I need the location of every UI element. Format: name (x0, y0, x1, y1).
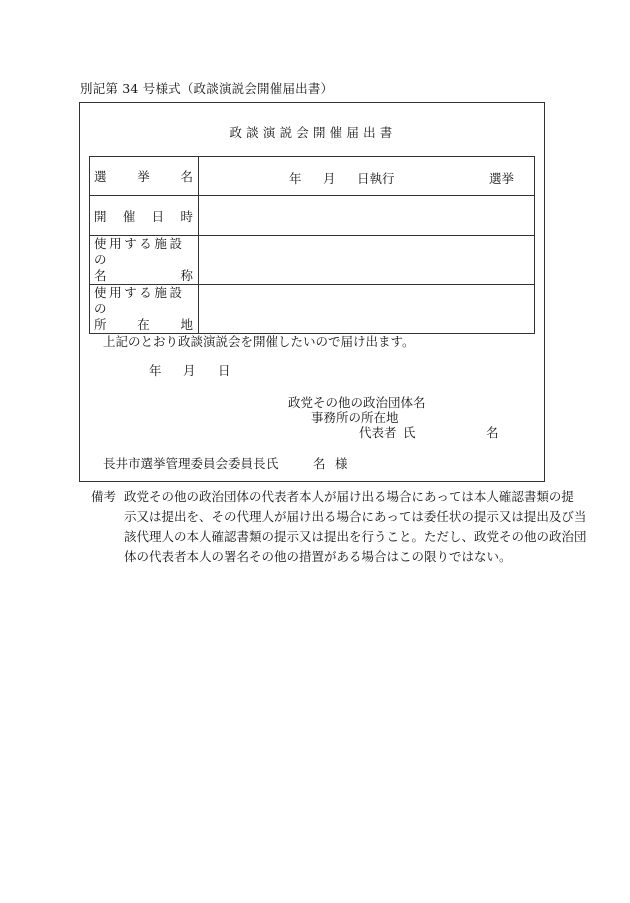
note-line-4: 体の代表者本人の署名その他の措置がある場合はこの限りではない。 (124, 549, 512, 564)
office-address-label: 事務所の所在地 (311, 410, 399, 425)
row-facility-name (90, 236, 535, 285)
election-day-exec: 日執行 (357, 171, 395, 186)
election-year: 年 (289, 171, 302, 186)
facility-name-label-line1: 使用する施設の (94, 236, 185, 267)
label-char: 時 (180, 208, 193, 224)
election-month: 月 (323, 171, 336, 186)
label-char: 開 (94, 208, 107, 224)
note-line-3: 該代理人の本人確認書類の提示又は提出を行うこと。ただし、政党その他の政治団 (124, 529, 587, 544)
form-title: 政談演説会開催届出書 (229, 125, 397, 140)
note-line-1: 政党その他の政治団体の代表者本人が届け出る場合にあっては本人確認書類の提 (124, 489, 574, 504)
date-year: 年 (149, 363, 162, 378)
label-char: 地 (180, 317, 193, 332)
label-char: 名 (180, 169, 193, 184)
facility-location-value-cell[interactable] (199, 285, 535, 334)
row-facility-location (90, 285, 535, 334)
facility-name-value-cell[interactable] (199, 236, 535, 285)
datetime-value-cell[interactable] (199, 196, 535, 236)
label-char: 挙 (137, 169, 150, 184)
note-line-2: 示又は提出を、その代理人が届け出る場合にあっては委任状の提示又は提出及び当 (124, 509, 587, 524)
form-table (89, 156, 535, 334)
label-char: 選 (94, 169, 107, 184)
note-head: 備考 (91, 489, 117, 504)
election-value-cell[interactable] (199, 157, 535, 196)
statement-text: 上記のとおり政談演説会を開催したいので届け出ます。 (103, 334, 415, 349)
date-day: 日 (218, 363, 231, 378)
date-month: 月 (183, 363, 196, 378)
facility-name-label-cell (90, 236, 199, 285)
label-char: 称 (180, 268, 193, 283)
election-senkyo: 選挙 (489, 171, 515, 186)
representative-mei: 名 (486, 425, 499, 440)
row-election (90, 157, 535, 196)
addressee-org: 長井市選挙管理委員会委員長 (103, 456, 266, 471)
datetime-label-cell (90, 196, 199, 236)
addressee-sama: 様 (335, 456, 348, 471)
label-char: 所 (94, 317, 107, 332)
label-char: 在 (137, 317, 150, 332)
representative-shi: 氏 (403, 425, 416, 440)
party-name-label: 政党その他の政治団体名 (288, 395, 426, 410)
election-label-cell (90, 157, 199, 196)
form-number-header: 別記第 34 号様式（政談演説会開催届出書） (80, 81, 334, 96)
addressee-shi: 氏 (266, 456, 279, 471)
label-char: 催 (122, 208, 136, 224)
facility-location-label-line1: 使用する施設の (94, 285, 185, 316)
row-datetime (90, 196, 535, 236)
label-char: 日 (151, 208, 165, 224)
representative-title: 代表者 (359, 425, 397, 440)
facility-location-label-cell (90, 285, 199, 334)
label-char: 名 (94, 268, 107, 283)
addressee-mei: 名 (313, 456, 326, 471)
